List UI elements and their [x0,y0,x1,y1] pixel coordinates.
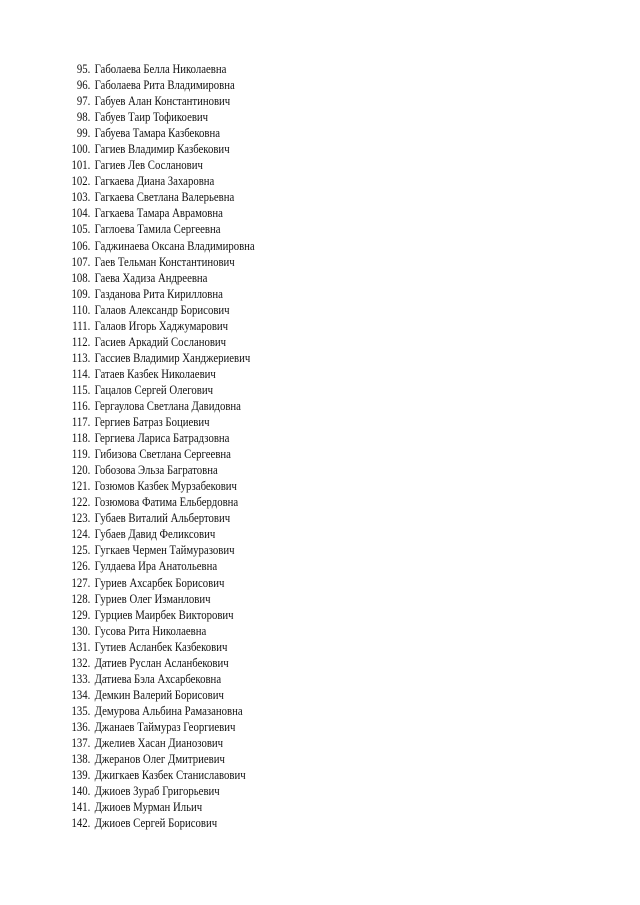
list-item [0,751,550,767]
entry-name: Гергиева Лариса Батрадзовна [94,431,230,446]
list-item [0,173,550,189]
entry-number: 133. [71,671,91,686]
entry-number: 141. [71,800,91,815]
list-item [0,446,550,462]
entry-name: Габолаева Рита Владимировна [94,78,235,93]
entry-name: Гозюмова Фатима Ельбердовна [94,495,239,510]
entry-number: 96. [76,78,91,93]
list-item [0,141,550,157]
list-item [0,286,550,302]
list-item [0,542,550,558]
list-item [0,382,550,398]
entry-number: 138. [71,752,91,767]
list-item [0,735,550,751]
list-item [0,575,550,591]
list-item [0,398,550,414]
entry-name: Гаглоева Тамила Сергеевна [94,222,221,237]
entry-name: Гурциев Маирбек Викторович [94,607,234,622]
list-item [0,334,550,350]
list-item [0,350,550,366]
entry-name: Губаев Давид Феликсович [94,527,216,542]
entry-name: Гибизова Светлана Сергеевна [94,447,231,462]
entry-name: Гергаулова Светлана Давидовна [94,398,241,413]
entry-name: Демкин Валерий Борисович [94,687,224,702]
list-item [0,254,550,270]
entry-name: Габолаева Белла Николаевна [94,62,227,76]
list-item [0,270,550,286]
entry-number: 110. [71,302,91,317]
entry-number: 95. [76,62,91,76]
entry-name: Газданова Рита Кирилловна [94,286,223,301]
entry-number: 117. [71,415,91,430]
entry-name: Джеранов Олег Дмитриевич [94,752,225,767]
entry-number: 124. [71,527,91,542]
list-item [0,318,550,334]
entry-number: 123. [71,511,91,526]
list-item [0,671,550,687]
list-item [0,93,550,109]
entry-number: 116. [71,398,91,413]
entry-number: 122. [71,495,91,510]
list-item [0,366,550,382]
entry-number: 134. [71,687,91,702]
list-item [0,109,550,125]
entry-number: 118. [71,431,91,446]
entry-name: Джелиев Хасан Дианозович [94,735,224,750]
entry-name: Гуриев Олег Изманлович [94,591,211,606]
list-item [0,61,550,77]
entry-name: Гергиев Батраз Боциевич [94,415,210,430]
list-item [0,783,550,799]
entry-number: 137. [71,735,91,750]
entry-number: 130. [71,623,91,638]
entry-number: 104. [71,206,91,221]
list-item [0,462,550,478]
entry-number: 109. [71,286,91,301]
entry-name: Гутиев Асланбек Казбекович [94,639,228,654]
entry-name: Датиев Руслан Асланбекович [94,655,229,670]
list-item [0,607,550,623]
entry-name: Гусова Рита Николаевна [94,623,207,638]
list-item [0,478,550,494]
entry-number: 128. [71,591,91,606]
entry-name: Джиоев Мурман Ильич [94,800,203,815]
name-list [0,61,640,831]
entry-number: 112. [71,334,91,349]
entry-number: 127. [71,575,91,590]
entry-name: Гаев Тельман Константинович [94,254,235,269]
entry-number: 98. [76,110,91,125]
list-item [0,815,550,831]
list-item [0,623,550,639]
entry-name: Гаджинаева Оксана Владимировна [94,238,255,253]
entry-name: Джиоев Зураб Григорьевич [94,784,220,799]
entry-name: Гуриев Ахсарбек Борисович [94,575,225,590]
entry-number: 99. [76,126,91,141]
entry-name: Гаева Хадиза Андреевна [94,270,208,285]
entry-name: Губаев Виталий Альбертович [94,511,231,526]
list-item [0,799,550,815]
entry-number: 131. [71,639,91,654]
list-item [0,302,550,318]
list-item [0,414,550,430]
entry-name: Джигкаев Казбек Станиславович [94,768,246,783]
entry-name: Габуев Таир Тофикоевич [94,110,209,125]
list-item [0,494,550,510]
entry-number: 142. [71,816,91,831]
list-item [0,767,550,783]
entry-number: 106. [71,238,91,253]
entry-number: 108. [71,270,91,285]
entry-name: Джиоев Сергей Борисович [94,816,218,831]
list-item [0,591,550,607]
list-item [0,430,550,446]
entry-number: 101. [71,158,91,173]
entry-number: 105. [71,222,91,237]
list-item [0,189,550,205]
entry-name: Габуева Тамара Казбековна [94,126,220,141]
entry-name: Демурова Альбина Рамазановна [94,703,243,718]
list-item [0,510,550,526]
entry-number: 102. [71,174,91,189]
entry-name: Гагкаева Светлана Валерьевна [94,190,235,205]
entry-name: Гулдаева Ира Анатольевна [94,559,218,574]
entry-number: 121. [71,479,91,494]
entry-number: 125. [71,543,91,558]
entry-name: Гагиев Владимир Казбекович [94,142,230,157]
list-item [0,77,550,93]
entry-number: 100. [71,142,91,157]
entry-name: Галаов Игорь Хаджумарович [94,318,229,333]
entry-number: 103. [71,190,91,205]
entry-number: 126. [71,559,91,574]
list-item [0,703,550,719]
entry-name: Гагкаева Тамара Аврамовна [94,206,223,221]
entry-name: Гатаев Казбек Николаевич [94,366,216,381]
list-item [0,221,550,237]
list-item [0,238,550,254]
entry-number: 115. [71,382,91,397]
entry-number: 136. [71,719,91,734]
list-item [0,558,550,574]
entry-number: 114. [71,366,91,381]
list-item [0,205,550,221]
entry-name: Гозюмов Казбек Мурзабекович [94,479,237,494]
entry-name: Габуев Алан Константинович [94,94,231,109]
list-item [0,655,550,671]
list-item [0,639,550,655]
entry-number: 111. [72,318,91,333]
entry-name: Гасиев Аркадий Сосланович [94,334,227,349]
entry-name: Гагиев Лев Сосланович [94,158,203,173]
entry-number: 120. [71,463,91,478]
entry-number: 132. [71,655,91,670]
entry-name: Гассиев Владимир Ханджериевич [94,350,251,365]
entry-name: Датиева Бэла Ахсарбековна [94,671,222,686]
list-item [0,157,550,173]
entry-number: 97. [76,94,91,109]
entry-name: Гагкаева Диана Захаровна [94,174,215,189]
list-item [0,526,550,542]
list-item [0,687,550,703]
entry-number: 135. [71,703,91,718]
list-item [0,719,550,735]
entry-number: 107. [71,254,91,269]
entry-number: 119. [71,447,91,462]
list-item [0,125,550,141]
entry-number: 129. [71,607,91,622]
entry-name: Гобозова Эльза Багратовна [94,463,218,478]
entry-name: Гацалов Сергей Олегович [94,382,214,397]
entry-name: Джанаев Таймураз Георгиевич [94,719,236,734]
entry-number: 140. [71,784,91,799]
entry-number: 139. [71,768,91,783]
entry-name: Гугкаев Чермен Таймуразович [94,543,235,558]
entry-number: 113. [71,350,91,365]
entry-name: Галаов Александр Борисович [94,302,230,317]
